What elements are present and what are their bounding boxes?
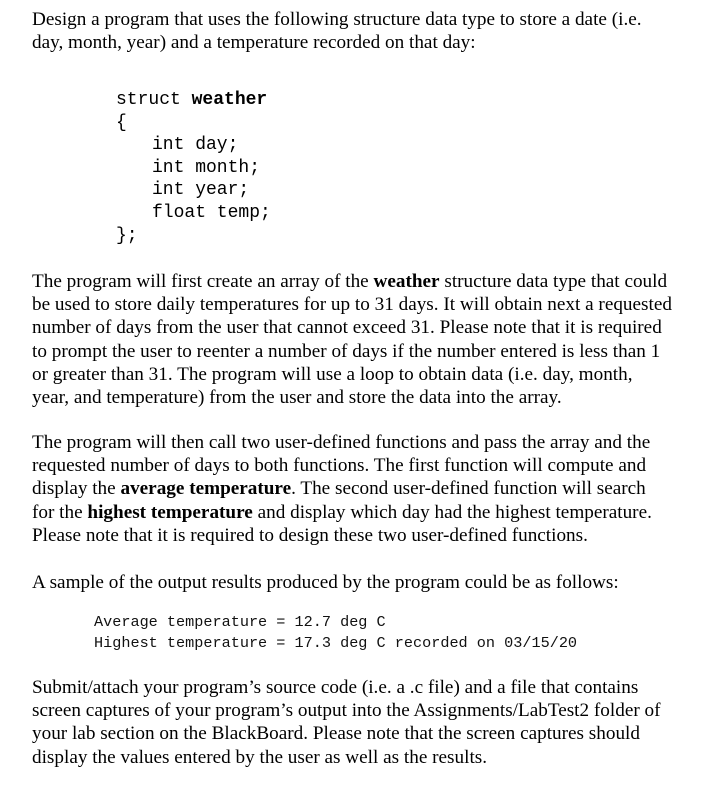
struct-close-brace: };	[116, 226, 138, 246]
text-run: . The second user-defined function will search	[291, 478, 646, 500]
intro-paragraph	[32, 8, 702, 54]
sample-output-line: Highest temperature = 17.3 deg C recorded on 03/15/20	[94, 634, 578, 652]
array-description-paragraph	[32, 270, 702, 409]
struct-open-brace: {	[116, 113, 127, 133]
paragraph-line: be used to store daily temperatures for up to 31 days. It will obtain next a requested	[32, 294, 672, 316]
struct-field: int month;	[152, 158, 261, 178]
paragraph-line: display the values entered by the user as well as the results.	[32, 746, 488, 768]
bold-term-weather: weather	[373, 271, 440, 292]
text-run: structure data type that could	[439, 271, 668, 292]
paragraph-line: requested number of days to both functions. The first function will compute and	[32, 455, 647, 477]
text-run: for the	[32, 501, 88, 523]
intro-line: Design a program that uses the following structure data type to store a date (i.e.	[32, 9, 642, 30]
paragraph-line: number of days from the user that cannot exceed 31. Please note that it is required	[32, 317, 662, 339]
paragraph-line: Please note that it is required to design these two user-defined functions.	[32, 524, 588, 546]
struct-field: float temp;	[152, 203, 271, 223]
struct-field: int year;	[152, 180, 250, 200]
intro-line: day, month, year) and a temperature recorded on that day:	[32, 32, 476, 54]
paragraph-line	[32, 477, 702, 500]
bold-term-highest: highest temperature	[87, 501, 253, 523]
paragraph-line: year, and temperature) from the user and store the data into the array.	[32, 387, 562, 409]
paragraph-line: to prompt the user to reenter a number of days if the number entered is less than 1	[32, 340, 661, 362]
paragraph-line: Submit/attach your program’s source code (i.e. a .c file) and a file that contains	[32, 677, 639, 698]
paragraph-line	[32, 270, 702, 293]
struct-keyword: struct	[116, 90, 181, 110]
paragraph-line: screen captures of your program’s output into the Assignments/LabTest2 folder of	[32, 700, 661, 722]
text-run: display the	[32, 478, 121, 500]
submit-paragraph	[32, 676, 702, 769]
text-run: The program will first create an array of the	[32, 271, 374, 292]
paragraph-line: or greater than 31. The program will use a loop to obtain data (i.e. day, month,	[32, 363, 633, 385]
functions-paragraph	[32, 431, 702, 547]
paragraph-line: The program will then call two user-defined functions and pass the array and the	[32, 432, 651, 453]
sample-intro: A sample of the output results produced by the program could be as follows:	[32, 572, 619, 593]
sample-output	[94, 612, 577, 654]
text-run: and display which day had the highest temperature.	[252, 501, 652, 523]
paragraph-line: your lab section on the BlackBoard. Please note that the screen captures should	[32, 723, 640, 745]
paragraph-line	[32, 501, 702, 524]
struct-name: weather	[191, 90, 268, 110]
sample-output-line: Average temperature = 12.7 deg C	[94, 613, 386, 631]
struct-field: int day;	[152, 135, 239, 155]
struct-header	[116, 89, 267, 112]
bold-term-average: average temperature	[120, 478, 292, 500]
